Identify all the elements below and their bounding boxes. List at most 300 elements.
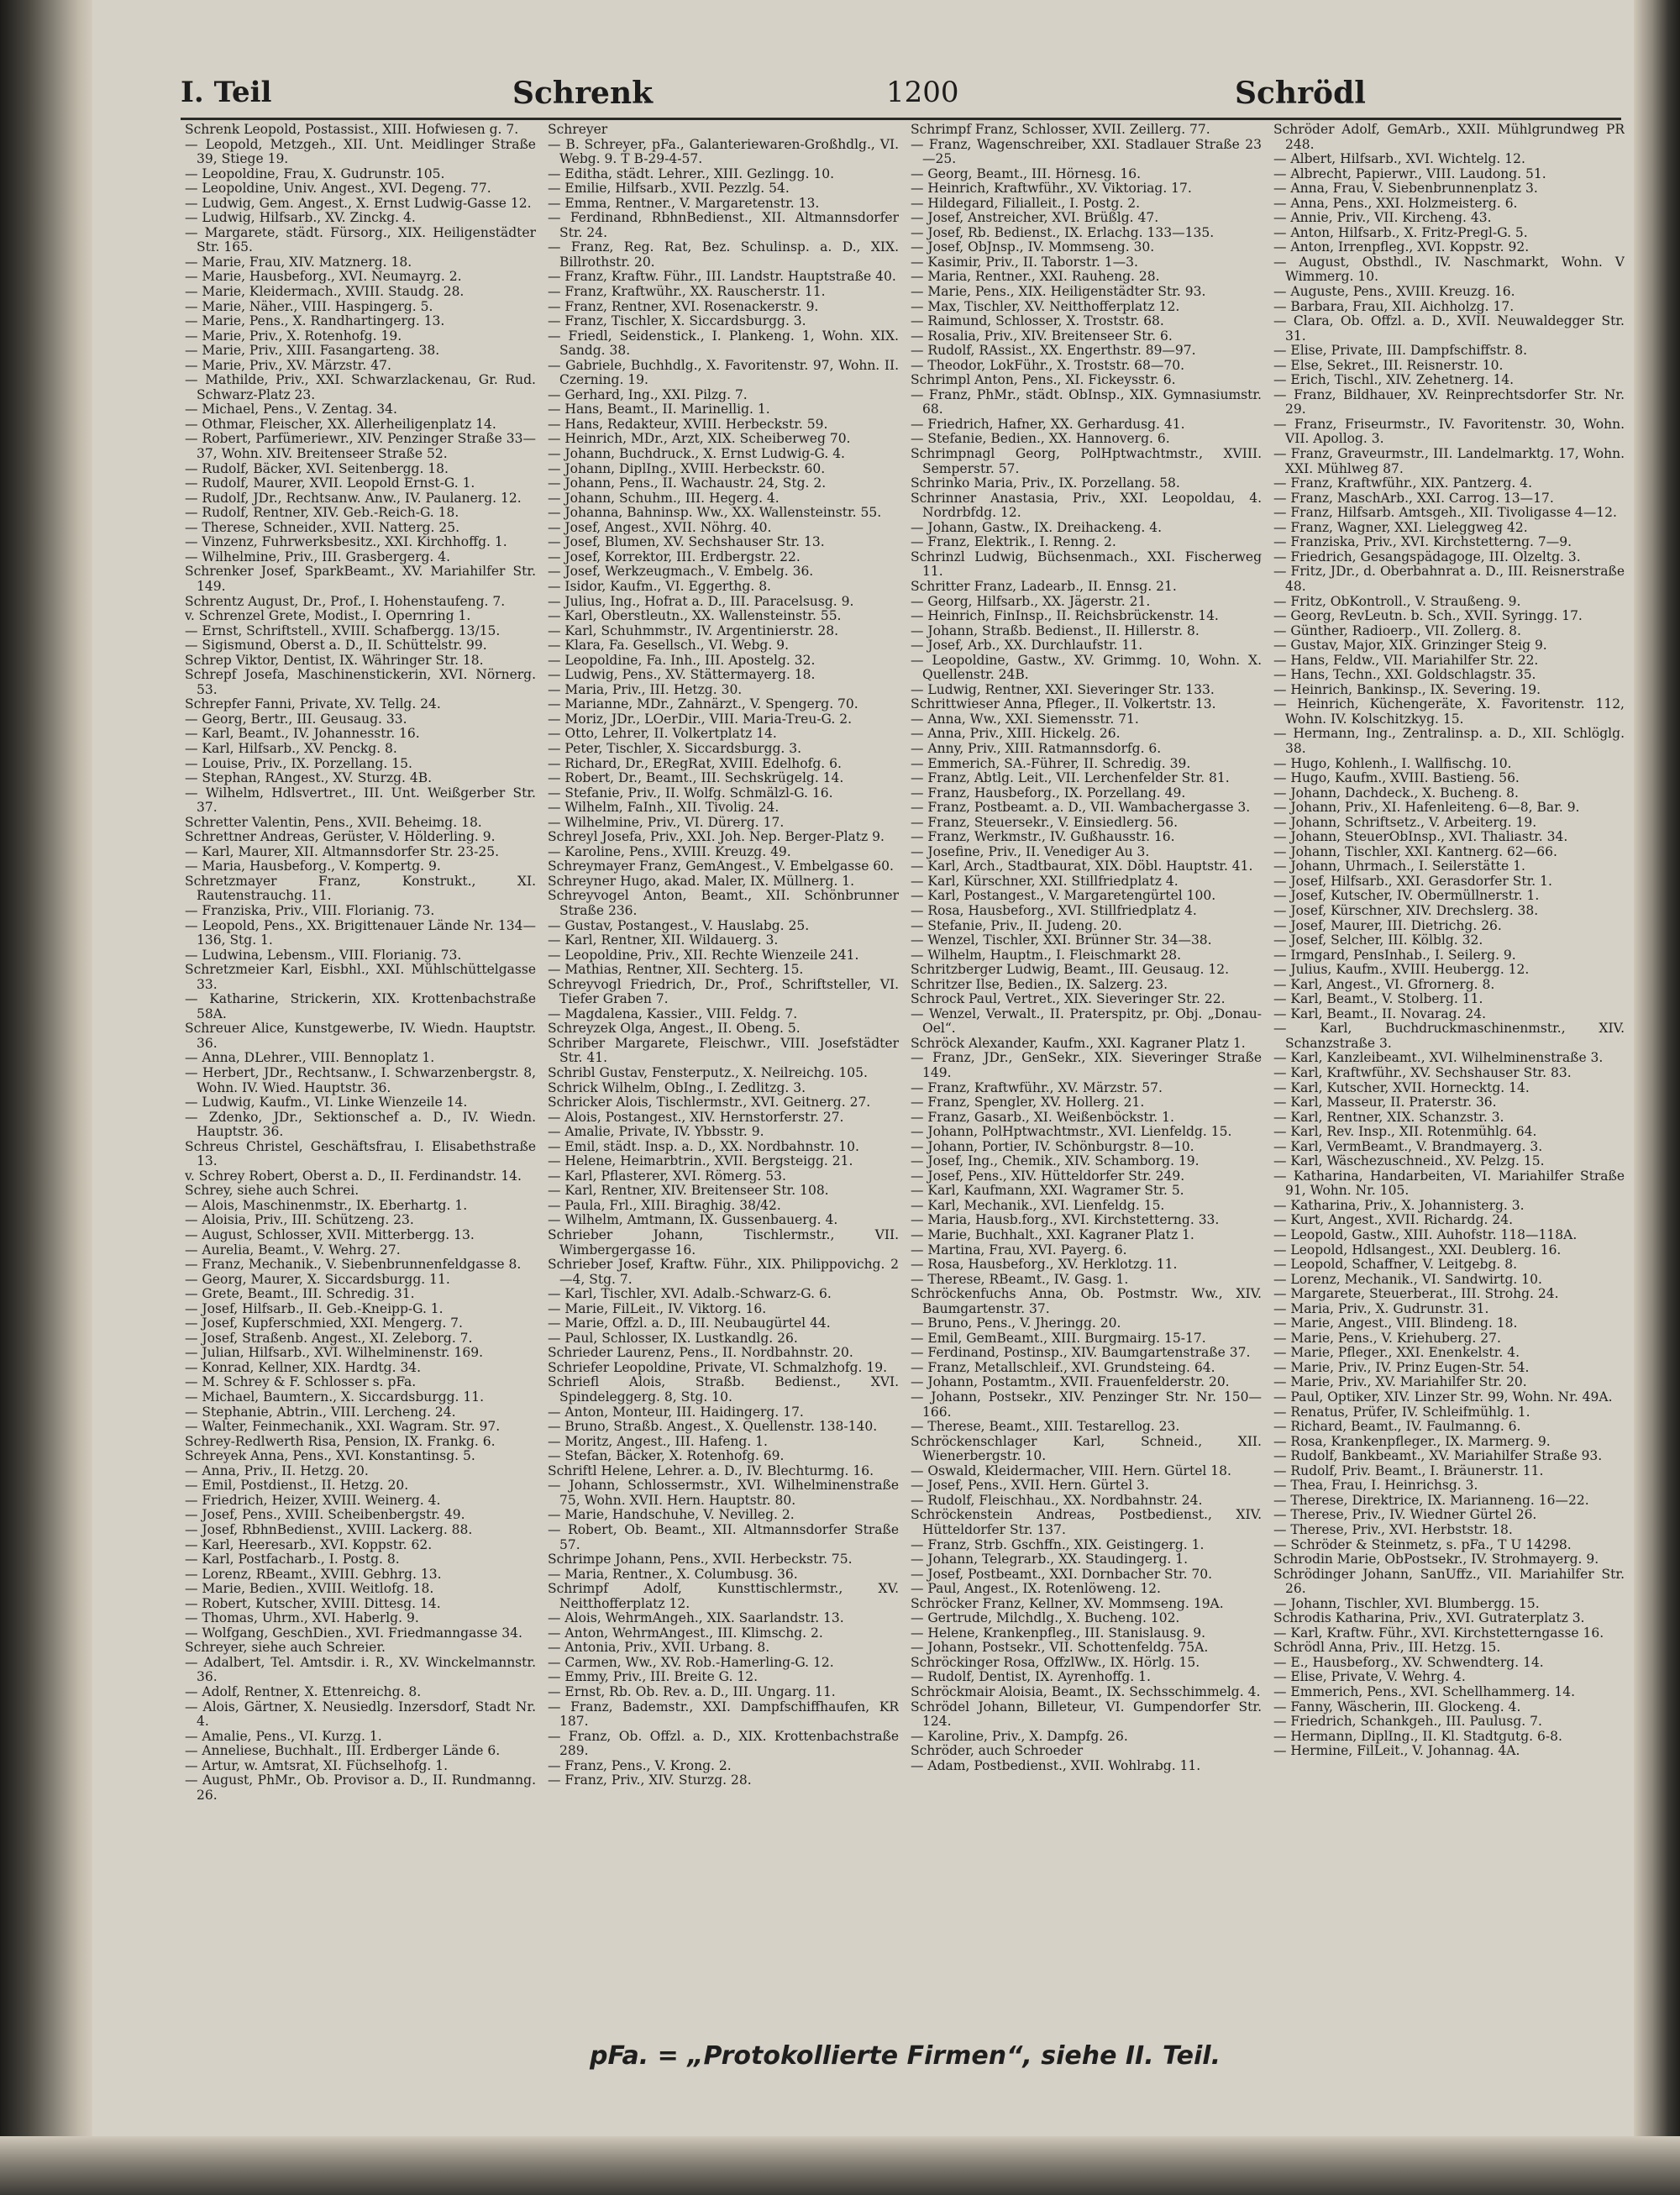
directory-entry: Schrittwieser Anna, Pfleger., II. Volkertstr. 13. (911, 696, 1216, 712)
directory-entry: — Schröder & Steinmetz, s. pFa., T U 14298. (1273, 1536, 1572, 1552)
directory-entry: — Rosa, Hausbeforg., XV. Herklotzg. 11. (911, 1257, 1178, 1273)
directory-entry: — Josef, Korrektor, III. Erdbergstr. 22. (548, 549, 801, 565)
directory-entry: Schretter Valentin, Pens., XVII. Beheimg. 18. (185, 814, 482, 830)
directory-entry: — Grete, Beamt., III. Schredig. 31. (185, 1286, 415, 1302)
directory-entry: — Robert, Ob. Beamt., XII. Altmannsdorfer Straße 57. (548, 1521, 899, 1552)
directory-entry: — Johann, Gastw., IX. Dreihackeng. 4. (911, 519, 1163, 535)
directory-entry: — Barbara, Frau, XII. Aichholzg. 17. (1273, 298, 1515, 314)
directory-entry: — Alois, Gärtner, X. Neusiedlg. Inzersdorf, Stadt Nr. 4. (185, 1699, 536, 1730)
directory-entry: — Ludwina, Lebensm., VIII. Florianig. 73. (185, 947, 462, 963)
directory-entry: — Michael, Pens., V. Zentag. 34. (185, 402, 397, 417)
directory-entry: Schröckenstein Andreas, Postbedienst., XIV. Hütteldorfer Str. 137. (911, 1507, 1262, 1537)
directory-entry: — Artur, w. Amtsrat, XI. Füchselhofg. 1. (185, 1757, 449, 1773)
column-3 (911, 123, 1262, 2021)
directory-entry: — Max, Tischler, XV. Neitthofferplatz 12. (911, 298, 1180, 314)
directory-entry: — Karl, Schuhmmstr., IV. Argentinierstr. 28. (548, 622, 839, 638)
directory-entry: Schrock Paul, Vertret., XIX. Sieveringer Str. 22. (911, 991, 1226, 1007)
directory-entry: — Josef, Selcher, III. Kölblg. 32. (1273, 932, 1483, 948)
book-edge-bottom (0, 2136, 1680, 2195)
column-1 (185, 123, 536, 2021)
directory-entry: — Kasimir, Priv., II. Taborstr. 1—3. (911, 254, 1138, 270)
header-rule (181, 118, 1621, 120)
directory-entry: — Stefanie, Bedien., XX. Hannoverg. 6. (911, 431, 1170, 447)
directory-entry: — Georg, RevLeutn. b. Sch., XVII. Syringg. 17. (1273, 608, 1583, 624)
directory-entry: — Ludwig, Kaufm., VI. Linke Wienzeile 14. (185, 1095, 468, 1111)
directory-entry: Schröcker Franz, Kellner, XV. Mommseng. 19A. (911, 1595, 1224, 1611)
directory-entry: — Hermann, DiplIng., II. Kl. Stadtgutg. 6-8. (1273, 1728, 1562, 1744)
directory-entry: — Therese, Priv., IV. Wiedner Gürtel 26. (1273, 1507, 1537, 1523)
directory-entry: — Konrad, Kellner, XIX. Hardtg. 34. (185, 1359, 422, 1375)
directory-entry: Schrimpf Franz, Schlosser, XVII. Zeillerg. 77. (911, 123, 1210, 137)
directory-entry: — Karl, Kutscher, XVII. Hornecktg. 14. (1273, 1079, 1530, 1095)
directory-entry: — Josef, Arb., XX. Durchlaufstr. 11. (911, 638, 1143, 654)
directory-entry: — Bruno, Straßb. Angest., X. Quellenstr. 138-140. (548, 1419, 878, 1435)
directory-entry: Schröder Adolf, GemArb., XXII. Mühlgrundweg PR 248. (1273, 123, 1625, 152)
directory-entry: — Fritz, ObKontroll., V. Straußeng. 9. (1273, 593, 1521, 609)
directory-entry: Schrodin Marie, ObPostsekr., IV. Strohmayerg. 9. (1273, 1552, 1599, 1567)
directory-entry: — Franz, Strb. Gschffn., XIX. Geistingerg. 1. (911, 1536, 1205, 1552)
directory-entry: — Leopoldine, Gastw., XV. Grimmg. 10, Wohn. X. Quellenstr. 24B. (911, 652, 1262, 683)
directory-entry: — Paul, Angest., IX. Rotenlöweng. 12. (911, 1581, 1161, 1597)
directory-entry: — Anna, Frau, V. Siebenbrunnenplatz 3. (1273, 181, 1538, 197)
directory-entry: — Hermine, FilLeit., V. Johannag. 4A. (1273, 1743, 1520, 1759)
directory-entry: Schrimpf Adolf, Kunsttischlermstr., XV. Neitthofferplatz 12. (548, 1581, 899, 1611)
directory-entry: — Karoline, Pens., XVIII. Kreuzg. 49. (548, 843, 791, 859)
directory-entry: — Helene, Krankenpfleg., III. Stanislausg. 9. (911, 1625, 1206, 1641)
directory-entry: — Heinrich, Kraftwführ., XV. Viktoriag. 17. (911, 181, 1192, 197)
directory-entry: — August, Obsthdl., IV. Naschmarkt, Wohn. V Wimmerg. 10. (1273, 254, 1625, 285)
directory-entry: — Stephan, RAngest., XV. Sturzg. 4B. (185, 770, 433, 786)
directory-entry: — Franz, Steuersekr., V. Einsiedlerg. 56. (911, 814, 1178, 830)
directory-entry: — Emmerich, Pens., XVI. Schellhammerg. 14. (1273, 1683, 1576, 1699)
directory-entry: — Josef, Straßenb. Angest., XI. Zeleborg. 7. (185, 1330, 473, 1346)
directory-entry: — Josef, Kürschner, XIV. Drechslerg. 38. (1273, 902, 1539, 918)
directory-entry: Schrey-Redlwerth Risa, Pension, IX. Frankg. 6. (185, 1433, 496, 1449)
directory-entry: — Sigismund, Oberst a. D., II. Schüttelstr. 99. (185, 638, 487, 654)
directory-entry: — Ferdinand, RbhnBedienst., XII. Altmannsdorfer Str. 24. (548, 210, 899, 240)
directory-entry: — Anna, DLehrer., VIII. Bennoplatz 1. (185, 1050, 435, 1066)
directory-entry: — Rudolf, Dentist, IX. Ayrenhoffg. 1. (911, 1669, 1151, 1685)
directory-entry: — Franz, JDr., GenSekr., XIX. Sieveringer Straße 149. (911, 1050, 1262, 1080)
directory-entry: — Zdenko, JDr., Sektionschef a. D., IV. Wiedn. Hauptstr. 36. (185, 1109, 536, 1140)
directory-entry: — Paul, Schlosser, IX. Lustkandlg. 26. (548, 1330, 798, 1346)
directory-entry: — Johann, Tischler, XVI. Blumbergg. 15. (1273, 1595, 1540, 1611)
directory-entry: Schrey, siehe auch Schrei. (185, 1183, 360, 1199)
directory-entry: — Josefine, Priv., II. Venediger Au 3. (911, 843, 1150, 859)
directory-entry: — Helene, Heimarbtrin., XVII. Bergsteigg. 21. (548, 1153, 853, 1169)
directory-entry: — Richard, Beamt., IV. Faulmanng. 6. (1273, 1419, 1521, 1435)
directory-entry: — Adalbert, Tel. Amtsdir. i. R., XV. Winckelmannstr. 36. (185, 1654, 536, 1685)
directory-entry: Schröckenfuchs Anna, Ob. Postmstr. Ww., XIV. Baumgartenstr. 37. (911, 1286, 1262, 1316)
directory-entry: — Johann, Tischler, XXI. Kantnerg. 62—66. (1273, 843, 1557, 859)
directory-entry: — Franz, Bildhauer, XV. Reinprechtsdorfer Str. Nr. 29. (1273, 386, 1625, 417)
directory-entry: — Thea, Frau, I. Heinrichsg. 3. (1273, 1478, 1478, 1494)
directory-entry: — Anny, Priv., XIII. Ratmannsdorfg. 6. (911, 740, 1162, 756)
directory-entry: — Hermann, Ing., Zentralinsp. a. D., XII. Schlöglg. 38. (1273, 726, 1625, 756)
directory-entry: — Franz, Hilfsarb. Amtsgeh., XII. Tivoligasse 4—12. (1273, 505, 1617, 521)
directory-entry: Schröck Alexander, Kaufm., XXI. Kagraner Platz 1. (911, 1035, 1246, 1051)
directory-entry: — Josef, Angest., XVII. Nöhrg. 40. (548, 519, 772, 535)
directory-entry: — Anton, Irrenpfleg., XVI. Koppstr. 92. (1273, 239, 1530, 255)
directory-entry: — Marie, Frau, XIV. Matznerg. 18. (185, 254, 412, 270)
directory-entry: Schrepf Josefa, Maschinenstickerin, XVI. Nörnerg. 53. (185, 667, 536, 697)
directory-entry: — Wenzel, Verwalt., II. Praterspitz, pr. Obj. „Donau-Oel“. (911, 1006, 1262, 1037)
directory-entry: — Friedl, Seidenstick., I. Plankeng. 1, Wohn. XIX. Sandg. 38. (548, 328, 899, 359)
directory-entry: v. Schrenzel Grete, Modist., I. Opernring 1. (185, 608, 471, 624)
directory-entry: — Margarete, städt. Fürsorg., XIX. Heiligenstädter Str. 165. (185, 224, 536, 255)
directory-entry: — Julian, Hilfsarb., XVI. Wilhelminenstr. 169. (185, 1345, 484, 1361)
footer-note: pFa. = „Protokollierte Firmen“, siehe II. Teil. (590, 2041, 1221, 2071)
directory-entry: — Anna, Priv., II. Hetzg. 20. (185, 1462, 369, 1478)
directory-entry: — Therese, Schneider., XVII. Natterg. 25. (185, 519, 460, 535)
directory-entry: — Alois, Postangest., XIV. Hernstorferstr. 27. (548, 1109, 844, 1125)
directory-entry: Schriefl Alois, Straßb. Bedienst., XVI. Spindeleggerg. 8, Stg. 10. (548, 1374, 899, 1405)
directory-entry: — Julius, Kaufm., XVIII. Heubergg. 12. (1273, 962, 1530, 978)
directory-entry: — Stefan, Bäcker, X. Rotenhofg. 69. (548, 1448, 785, 1464)
directory-entry: — Otto, Lehrer, II. Volkertplatz 14. (548, 726, 777, 742)
directory-entry: — Johann, Straßb. Bedienst., II. Hillerstr. 8. (911, 622, 1200, 638)
directory-entry: — Karl, Oberstleutn., XX. Wallensteinstr. 55. (548, 608, 842, 624)
directory-entry: — Maria, Priv., X. Gudrunstr. 31. (1273, 1300, 1489, 1316)
directory-entry: — Clara, Ob. Offzl. a. D., XVII. Neuwaldegger Str. 31. (1273, 313, 1625, 344)
directory-entry: — Johann, Telegrarb., XX. Staudingerg. 1. (911, 1552, 1189, 1567)
directory-entry: — Hugo, Kaufm., XVIII. Bastieng. 56. (1273, 770, 1520, 786)
directory-entry: — Josef, Hilfsarb., II. Geb.-Kneipp-G. 1. (185, 1300, 444, 1316)
header-first-word: Schrenk (512, 76, 654, 111)
directory-entry: — Franz, Kraftwführ., XIX. Pantzerg. 4. (1273, 475, 1533, 491)
directory-entry: — Rosa, Hausbeforg., XVI. Stillfriedplatz 4. (911, 902, 1197, 918)
directory-entry: — Josef, Rb. Bedienst., IX. Erlachg. 133—135. (911, 224, 1215, 240)
directory-entry: Schrödinger Johann, SanUffz., VII. Mariahilfer Str. 26. (1273, 1566, 1625, 1597)
directory-entry: Schröckenschlager Karl, Schneid., XII. Wienerbergstr. 10. (911, 1433, 1262, 1464)
directory-entry: — Johann, PolHptwachtmstr., XVI. Lienfeldg. 15. (911, 1124, 1232, 1140)
directory-entry: — Johann, Pens., II. Wachaustr. 24, Stg. 2. (548, 475, 827, 491)
directory-entry: — Franz, Mechanik., V. Siebenbrunnenfeldgasse 8. (185, 1257, 522, 1273)
directory-entry: — Josef, Pens., XVII. Hern. Gürtel 3. (911, 1478, 1149, 1494)
directory-entry: — Thomas, Uhrm., XVI. Haberlg. 9. (185, 1610, 419, 1626)
directory-entry: Schrinko Maria, Priv., IX. Porzellang. 58. (911, 475, 1180, 491)
book-edge-right (1634, 0, 1680, 2195)
directory-entry: — Karl, Angest., VI. Gfrornerg. 8. (1273, 976, 1495, 992)
directory-entry: Schröder, auch Schroeder (911, 1743, 1084, 1759)
directory-entry: — Moriz, JDr., LOerDir., VIII. Maria-Treu-G. 2. (548, 711, 853, 727)
directory-entry: Schretzmeier Karl, Eisbhl., XXI. Mühlschüttelgasse 33. (185, 962, 536, 992)
directory-entry: — Josef, Pens., XVIII. Scheibenbergstr. 49. (185, 1507, 465, 1523)
directory-entry: — Anton, Hilfsarb., X. Fritz-Pregl-G. 5. (1273, 224, 1528, 240)
directory-entry: — Karl, Kanzleibeamt., XVI. Wilhelminenstraße 3. (1273, 1050, 1604, 1066)
directory-entry: — Rudolf, RAssist., XX. Engerthstr. 89—97. (911, 343, 1196, 359)
directory-entry: — Johann, DiplIng., XVIII. Herbeckstr. 60. (548, 460, 826, 476)
header-last-word: Schrödl (1235, 76, 1366, 111)
directory-entry: — Maria, Hausb.forg., XVI. Kirchstetterng. 33. (911, 1212, 1220, 1228)
directory-entry: — Adam, Postbedienst., XVII. Wohlrabg. 11. (911, 1757, 1201, 1773)
directory-entry: — Leopold, Hdlsangest., XXI. Deublerg. 16. (1273, 1242, 1562, 1258)
directory-entry: — Franz, Spengler, XV. Hollerg. 21. (911, 1095, 1145, 1111)
directory-entry: — Johann, Buchdruck., X. Ernst Ludwig-G. 4. (548, 446, 845, 462)
directory-entry: — Mathias, Rentner, XII. Sechterg. 15. (548, 962, 804, 978)
directory-entry: — Marie, Bedien., XVIII. Weitlofg. 18. (185, 1581, 434, 1597)
directory-entry: — Karl, Postangest., V. Margaretengürtel 100. (911, 888, 1216, 904)
directory-entry: Schreyl Josefa, Priv., XXI. Joh. Nep. Berger-Platz 9. (548, 829, 885, 845)
directory-entry: — Karl, Masseur, II. Praterstr. 36. (1273, 1095, 1497, 1111)
directory-entry: — Wilhelm, FaInh., XII. Tivolig. 24. (548, 800, 780, 816)
directory-entry: — Franz, Bademstr., XXI. Dampfschiffhaufen, KR 187. (548, 1699, 899, 1730)
directory-entry: — Emmy, Priv., III. Breite G. 12. (548, 1669, 758, 1685)
directory-entry: — Wilhelm, Hauptm., I. Fleischmarkt 28. (911, 947, 1182, 963)
directory-entry: — Leopold, Pens., XX. Brigittenauer Lände Nr. 134—136, Stg. 1. (185, 917, 536, 948)
directory-entry: — Rudolf, Fleischhau., XX. Nordbahnstr. 24. (911, 1492, 1203, 1508)
directory-entry: Schrodis Katharina, Priv., XVI. Gutraterplatz 3. (1273, 1610, 1585, 1626)
directory-entry: — Josef, Ing., Chemik., XIV. Schamborg. 19. (911, 1153, 1200, 1169)
directory-entry: — Karl, VermBeamt., V. Brandmayerg. 3. (1273, 1138, 1543, 1154)
directory-entry: — Anton, Monteur, III. Haidingerg. 17. (548, 1404, 804, 1420)
directory-entry: — Maria, Hausbeforg., V. Kompertg. 9. (185, 859, 441, 874)
directory-entry: Schriftl Helene, Lehrer. a. D., IV. Blechturmg. 16. (548, 1462, 874, 1478)
directory-entry: — Georg, Bertr., III. Geusaug. 33. (185, 711, 407, 727)
directory-entry: — Franz, Postbeamt. a. D., VII. Wambachergasse 3. (911, 800, 1251, 816)
directory-entry: Schreuer Alice, Kunstgewerbe, IV. Wiedn. Hauptstr. 36. (185, 1021, 536, 1051)
directory-entry: — Leopold, Metzgeh., XII. Unt. Meidlinger Straße 39, Stiege 19. (185, 136, 536, 167)
directory-entry: — Elise, Private, III. Dampfschiffstr. 8. (1273, 343, 1528, 359)
directory-entry: — Johann, Schuhm., III. Hegerg. 4. (548, 490, 780, 506)
directory-entry: — Marie, Hausbeforg., XVI. Neumayrg. 2. (185, 269, 462, 285)
directory-entry: — Annie, Priv., VII. Kircheng. 43. (1273, 210, 1492, 226)
directory-entry: — Wilhelm, Amtmann, IX. Gussenbauerg. 4. (548, 1212, 838, 1228)
directory-entry: — Gustav, Postangest., V. Hauslabg. 25. (548, 917, 810, 933)
directory-entry: — Emmerich, SA.-Führer, II. Schredig. 39. (911, 755, 1191, 771)
directory-entry: — Josef, Kutscher, IV. Obermüllnerstr. 1. (1273, 888, 1540, 904)
directory-entry: — Walter, Feinmechanik., XXI. Wagram. Str. 97. (185, 1419, 501, 1435)
directory-entry: — August, Schlosser, XVII. Mitterbergg. 13. (185, 1227, 475, 1243)
directory-entry: — Martina, Frau, XVI. Payerg. 6. (911, 1242, 1127, 1258)
directory-entry: — Günther, Radioerp., VII. Zollerg. 8. (1273, 622, 1521, 638)
directory-entry: Schrick Wilhelm, ObIng., I. Zedlitzg. 3. (548, 1079, 806, 1095)
directory-entry: Schribl Gustav, Fensterputz., X. Neilreichg. 105. (548, 1065, 868, 1080)
header-part: I. Teil (181, 76, 272, 109)
directory-entry: — Karl, Rentner, XIX. Schanzstr. 3. (1273, 1109, 1504, 1125)
directory-entry: Schriefer Leopoldine, Private, VI. Schmalzhofg. 19. (548, 1359, 888, 1375)
directory-entry: — Friedrich, Gesangspädagoge, III. Olzeltg. 3. (1273, 549, 1581, 565)
directory-entry: — Karl, Arch., Stadtbaurat, XIX. Döbl. Hauptstr. 41. (911, 859, 1253, 874)
directory-entry: Schreyzek Olga, Angest., II. Obeng. 5. (548, 1021, 801, 1037)
directory-entry: — Gerhard, Ing., XXI. Pilzg. 7. (548, 386, 748, 402)
directory-entry: — Rosalia, Priv., XIV. Breitenseer Str. 6. (911, 328, 1173, 344)
directory-entry: — Josef, Kupferschmied, XXI. Mengerg. 7. (185, 1315, 463, 1331)
directory-entry: — Emilie, Hilfsarb., XVII. Pezzlg. 54. (548, 181, 790, 197)
directory-entry: Schritter Franz, Ladearb., II. Ennsg. 21. (911, 578, 1177, 594)
directory-entry: — Othmar, Fleischer, XX. Allerheiligenplatz 14. (185, 416, 496, 432)
page-header (181, 76, 1621, 109)
directory-entry: — Robert, Kutscher, XVIII. Dittesg. 14. (185, 1595, 441, 1611)
directory-entry: — Ludwig, Gem. Angest., X. Ernst Ludwig-Gasse 12. (185, 195, 532, 211)
directory-entry: — Therese, Beamt., XIII. Testarellog. 23. (911, 1419, 1180, 1435)
directory-entry: — Josef, Maurer, III. Dietrichg. 26. (1273, 917, 1502, 933)
directory-entry: — Fanny, Wäscherin, III. Glockeng. 4. (1273, 1699, 1521, 1715)
directory-entry: — Josef, RbhnBedienst., XVIII. Lackerg. 88. (185, 1521, 473, 1537)
directory-entry: Schricker Alois, Tischlermstr., XVI. Geitnerg. 27. (548, 1095, 871, 1111)
directory-entry: — Johann, Postsekr., XIV. Penzinger Str. Nr. 150—166. (911, 1389, 1262, 1420)
directory-entry: — Karl, Beamt., II. Novarag. 24. (1273, 1006, 1487, 1021)
directory-entry: Schrieber Johann, Tischlermstr., VII. Wimbergergasse 16. (548, 1227, 899, 1258)
directory-entry: — Hans, Redakteur, XVIII. Herbeckstr. 59. (548, 416, 828, 432)
directory-entry: — Johann, Postsekr., VII. Schottenfeldg. 75A. (911, 1640, 1209, 1656)
directory-entry: — Stefanie, Priv., II. Judeng. 20. (911, 917, 1122, 933)
directory-entry: — Rudolf, Rentner, XIV. Geb.-Reich-G. 18. (185, 505, 459, 521)
directory-entry: — Karl, Maurer, XII. Altmannsdorfer Str. 23-25. (185, 843, 500, 859)
directory-entry: — Louise, Priv., IX. Porzellang. 15. (185, 755, 412, 771)
directory-entry: — Lorenz, RBeamt., XVIII. Gebhrg. 13. (185, 1566, 442, 1582)
directory-entry: Schreymayer Franz, GemAngest., V. Embelgasse 60. (548, 859, 894, 874)
directory-entry: — Leopold, Gastw., XIII. Auhofstr. 118—118A. (1273, 1227, 1578, 1243)
directory-entry: Schreyvogl Friedrich, Dr., Prof., Schriftsteller, VI. Tiefer Graben 7. (548, 976, 899, 1007)
directory-entry: — Albert, Hilfsarb., XVI. Wichtelg. 12. (1273, 151, 1525, 167)
directory-entry: — Mathilde, Priv., XXI. Schwarzlackenau, Gr. Rud. Schwarz-Platz 23. (185, 372, 536, 402)
directory-entry: — Margarete, Steuerberat., III. Strohg. 24. (1273, 1286, 1559, 1302)
directory-entry: Schritzberger Ludwig, Beamt., III. Geusaug. 12. (911, 962, 1230, 978)
directory-entry: — Leopoldine, Priv., XII. Rechte Wienzeile 241. (548, 947, 859, 963)
directory-entry: — Wenzel, Tischler, XXI. Brünner Str. 34—38. (911, 932, 1212, 948)
directory-entry: — Marie, Näher., VIII. Haspingerg. 5. (185, 298, 433, 314)
page-number: 1200 (886, 76, 959, 109)
directory-entry: — Rudolf, Maurer, XVII. Leopold Ernst-G. 1. (185, 475, 475, 491)
directory-entry: — Marie, Priv., IV. Prinz Eugen-Str. 54. (1273, 1359, 1530, 1375)
directory-entry: Schrimpnagl Georg, PolHptwachtmstr., XVIII. Semperstr. 57. (911, 446, 1262, 476)
directory-entry: — Richard, Dr., ERegRat, XVIII. Edelhofg. 6. (548, 755, 842, 771)
directory-entry: — Maria, Priv., III. Hetzg. 30. (548, 681, 743, 697)
directory-entry: — Franz, Kraftwühr., XX. Rauscherstr. 11. (548, 284, 826, 300)
directory-entry: — Wilhelmine, Priv., III. Grasbergerg. 4. (185, 549, 451, 565)
directory-entry: — Franz, Pens., V. Krong. 2. (548, 1757, 732, 1773)
directory-entry: — Irmgard, PensInhab., I. Seilerg. 9. (1273, 947, 1516, 963)
directory-entry: — Franz, Reg. Rat, Bez. Schulinsp. a. D., XIX. Billrothstr. 20. (548, 239, 899, 270)
directory-entry: — B. Schreyer, pFa., Galanteriewaren-Großhdlg., VI. Webg. 9. T B-29-4-57. (548, 136, 899, 167)
directory-entry: — Marie, Priv., XV. Märzstr. 47. (185, 357, 391, 373)
directory-entry: — Marianne, MDr., Zahnärzt., V. Spengerg. 70. (548, 696, 858, 712)
directory-entry: — Karl, Kraftw. Führ., XVI. Kirchstetterngasse 16. (1273, 1625, 1604, 1641)
directory-entry: — Johann, Postamtm., XVII. Frauenfelderstr. 20. (911, 1374, 1230, 1390)
directory-entry: — Franz, PhMr., städt. ObInsp., XIX. Gymnasiumstr. 68. (911, 386, 1262, 417)
directory-entry: — Johann, Priv., XI. Hafenleiteng. 6—8, Bar. 9. (1273, 800, 1580, 816)
directory-entry: — Josef, Blumen, XV. Sechshauser Str. 13. (548, 534, 825, 550)
directory-entry: — Ludwig, Pens., XV. Stättermayerg. 18. (548, 667, 816, 683)
column-4 (1273, 123, 1625, 2021)
directory-entry: — Marie, FilLeit., IV. Viktorg. 16. (548, 1300, 767, 1316)
directory-entry: Schrieber Josef, Kraftw. Führ., XIX. Philippovichg. 2—4, Stg. 7. (548, 1257, 899, 1287)
directory-entry: — Karoline, Priv., X. Dampfg. 26. (911, 1728, 1128, 1744)
directory-entry: — Therese, Priv., XVI. Herbststr. 18. (1273, 1521, 1513, 1537)
directory-entry: — Elise, Private, V. Wehrg. 4. (1273, 1669, 1466, 1685)
directory-entry: — Johann, Portier, IV. Schönburgstr. 8—10. (911, 1138, 1194, 1154)
directory-entry: — Alois, WehrmAngeh., XIX. Saarlandstr. 13. (548, 1610, 844, 1626)
directory-entry: — Emma, Rentner., V. Margaretenstr. 13. (548, 195, 820, 211)
directory-entry: — Franz, Kraftw. Führ., III. Landstr. Hauptstraße 40. (548, 269, 896, 285)
directory-entry: — Emil, städt. Insp. a. D., XX. Nordbahnstr. 10. (548, 1138, 859, 1154)
directory-entry: — Alois, Maschinenmstr., IX. Eberhartg. 1. (185, 1197, 468, 1213)
directory-entry: — Franz, Tischler, X. Siccardsburgg. 3. (548, 313, 806, 329)
column-2 (548, 123, 899, 2021)
directory-entry: — Karl, Rentner, XIV. Breitenseer Str. 108. (548, 1183, 829, 1199)
directory-entry: — Johann, SteuerObInsp., XVI. Thaliastr. 34. (1273, 829, 1568, 845)
directory-entry: Schrimpe Johann, Pens., XVII. Herbeckstr. 75. (548, 1552, 853, 1567)
directory-entry: — Emil, Postdienst., II. Hetzg. 20. (185, 1478, 409, 1494)
directory-entry: Schreyvogel Anton, Beamt., XII. Schönbrunner Straße 236. (548, 888, 899, 918)
directory-entry: — Herbert, JDr., Rechtsanw., I. Schwarzenbergstr. 8, Wohn. IV. Wied. Hauptstr. 36. (185, 1065, 536, 1095)
directory-entry: — Aloisia, Priv., III. Schützeng. 23. (185, 1212, 414, 1228)
directory-entry: — Klara, Fa. Gesellsch., VI. Webg. 9. (548, 638, 789, 654)
directory-entry: — Friedrich, Heizer, XVIII. Weinerg. 4. (185, 1492, 441, 1508)
directory-entry: — Leopoldine, Univ. Angest., XVI. Degeng. 77. (185, 181, 491, 197)
directory-entry: Schriber Margarete, Fleischwr., VIII. Josefstädter Str. 41. (548, 1035, 899, 1066)
directory-entry: — Heinrich, Küchengeräte, X. Favoritenstr. 112, Wohn. IV. Kolschitzkyg. 15. (1273, 696, 1625, 727)
directory-entry: — Franz, Hausbeforg., IX. Porzellang. 49. (911, 785, 1186, 801)
directory-entry: Schritzer Ilse, Bedien., IX. Salzerg. 23. (911, 976, 1168, 992)
directory-entry: — Leopold, Schaffner, V. Leitgebg. 8. (1273, 1257, 1518, 1273)
directory-entry: — Leopoldine, Frau, X. Gudrunstr. 105. (185, 165, 445, 181)
directory-entry: Schröckinger Rosa, OffzlWw., IX. Hörlg. 15. (911, 1654, 1200, 1670)
directory-entry: — Oswald, Kleidermacher, VIII. Hern. Gürtel 18. (911, 1462, 1231, 1478)
directory-entry: — Antonia, Priv., XVII. Urbang. 8. (548, 1640, 770, 1656)
directory-entry: — Marie, Handschuhe, V. Nevilleg. 2. (548, 1507, 795, 1523)
directory-entry: — August, PhMr., Ob. Provisor a. D., II. Rundmanng. 26. (185, 1772, 536, 1803)
directory-entry: — Therese, Direktrice, IX. Marianneng. 16—22. (1273, 1492, 1589, 1508)
directory-entry: — Maria, Rentner., X. Columbusg. 36. (548, 1566, 798, 1582)
directory-entry: — Rudolf, Bäcker, XVI. Seitenbergg. 18. (185, 460, 449, 476)
directory-entry: — Michael, Baumtern., X. Siccardsburgg. 11. (185, 1389, 485, 1405)
directory-entry: Schrentz August, Dr., Prof., I. Hohenstaufeng. 7. (185, 593, 506, 609)
directory-entry: — Heinrich, MDr., Arzt, XIX. Scheiberweg 70. (548, 431, 851, 447)
directory-entry: — Hans, Feldw., VII. Mariahilfer Str. 22. (1273, 652, 1539, 668)
directory-entry: Schrimpl Anton, Pens., XI. Fickeysstr. 6. (911, 372, 1176, 388)
directory-entry: — Marie, Pens., XIX. Heiligenstädter Str. 93. (911, 284, 1206, 300)
directory-columns (185, 123, 1625, 2021)
directory-entry: — Marie, Pfleger., XXI. Enenkelstr. 4. (1273, 1345, 1520, 1361)
directory-entry: — Albrecht, Papierwr., VIII. Laudong. 51. (1273, 165, 1546, 181)
directory-entry: — Franz, Metallschleif., XVI. Grundsteing. 64. (911, 1359, 1215, 1375)
directory-entry: — Karl, Pflasterer, XVI. Römerg. 53. (548, 1168, 786, 1184)
directory-entry: — Julius, Ing., Hofrat a. D., III. Paracelsusg. 9. (548, 593, 854, 609)
directory-entry: — Karl, Kraftwführ., XV. Sechshauser Str. 83. (1273, 1065, 1572, 1080)
directory-entry: — Marie, Kleidermach., XVIII. Staudg. 28. (185, 284, 465, 300)
directory-entry: — Gabriele, Buchhdlg., X. Favoritenstr. 97, Wohn. II. Czerning. 19. (548, 357, 899, 388)
directory-entry: Schrödl Anna, Priv., III. Hetzg. 15. (1273, 1640, 1501, 1656)
directory-entry: — Marie, Offzl. a. D., III. Neubaugürtel 44. (548, 1315, 831, 1331)
directory-entry: — Theodor, LokFühr., X. Troststr. 68—70. (911, 357, 1185, 373)
directory-entry: — Anna, Ww., XXI. Siemensstr. 71. (911, 711, 1139, 727)
directory-entry: — Leopoldine, Fa. Inh., III. Apostelg. 32. (548, 652, 816, 668)
directory-entry: — Josef, ObJnsp., IV. Mommseng. 30. (911, 239, 1155, 255)
directory-entry: — Karl, Wäschezuschneid., XV. Pelzg. 15. (1273, 1153, 1545, 1169)
directory-entry: — Marie, Priv., XIII. Fasangarteng. 38. (185, 343, 440, 359)
directory-entry: — Katharina, Priv., X. Johannisterg. 3. (1273, 1197, 1525, 1213)
directory-entry: — Franz, Friseurmstr., IV. Favoritenstr. 30, Wohn. VII. Apollog. 3. (1273, 416, 1625, 447)
directory-entry: — Lorenz, Mechanik., VI. Sandwirtg. 10. (1273, 1271, 1542, 1287)
directory-entry: — Hans, Techn., XXI. Goldschlagstr. 35. (1273, 667, 1536, 683)
directory-entry: Schröckmair Aloisia, Beamt., IX. Sechsschimmelg. 4. (911, 1683, 1261, 1699)
directory-entry: — Marie, Pens., X. Randhartingerg. 13. (185, 313, 445, 329)
directory-entry: — Heinrich, FinInsp., II. Reichsbrückenstr. 14. (911, 608, 1219, 624)
directory-entry: — Anton, WehrmAngest., III. Klimschg. 2. (548, 1625, 823, 1641)
directory-entry: — Josef, Werkzeugmach., V. Embelg. 36. (548, 564, 814, 580)
directory-entry: — Franz, Rentner, XVI. Rosenackerstr. 9. (548, 298, 819, 314)
directory-entry: — Josef, Postbeamt., XXI. Dornbacher Str. 70. (911, 1566, 1213, 1582)
directory-entry: — Franz, Kraftwführ., XV. Märzstr. 57. (911, 1079, 1163, 1095)
directory-entry: — Paula, Frl., XIII. Biraghig. 38/42. (548, 1197, 781, 1213)
directory-entry: — Franz, Elektrik., I. Renng. 2. (911, 534, 1116, 550)
directory-entry: — M. Schrey & F. Schlosser s. pFa. (185, 1374, 417, 1390)
directory-entry: — Else, Sekret., III. Reisnerstr. 10. (1273, 357, 1504, 373)
directory-entry: — Wolfgang, GeschDien., XVI. Friedmanngasse 34. (185, 1625, 522, 1641)
directory-entry: — Peter, Tischler, X. Siccardsburgg. 3. (548, 740, 802, 756)
